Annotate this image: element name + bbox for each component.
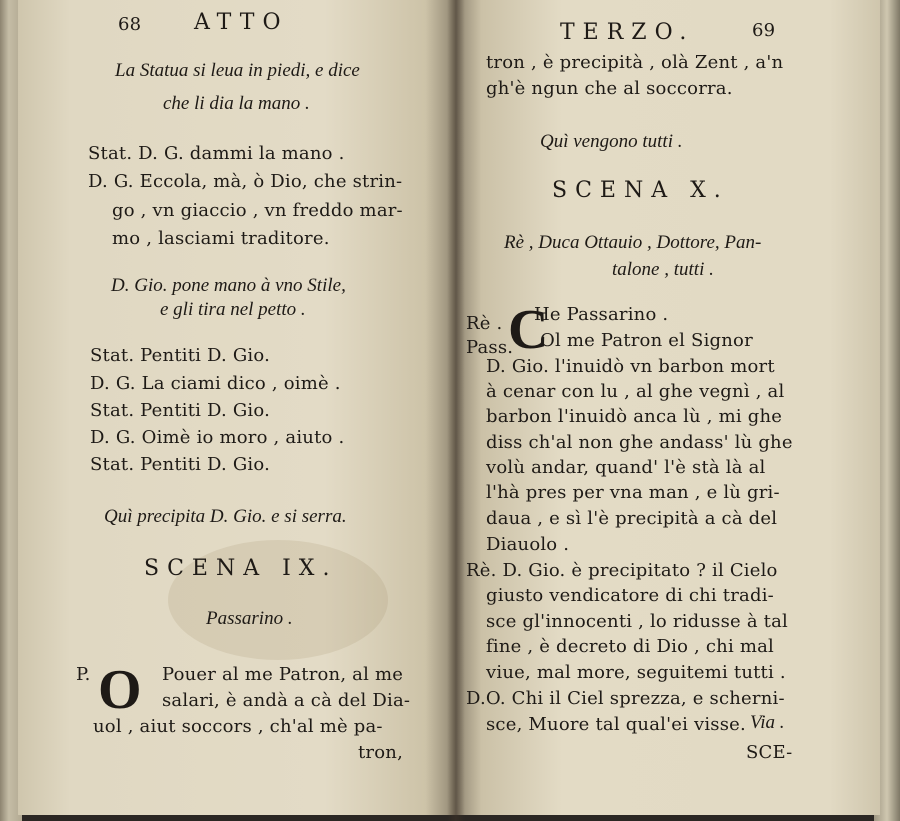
dialogue-line: Diauolo . [486,534,570,555]
character-heading: Passarino . [206,608,293,629]
dialogue-line: Ol me Patron el Signor [540,330,753,351]
right-page [456,0,880,815]
dialogue-line: Stat. D. G. dammi la mano . [88,143,345,164]
exit-direction: Via . [750,712,785,733]
dialogue-line: D.O. Chi il Ciel sprezza, e scherni- [466,688,785,709]
dialogue-line: D. Gio. l'inuidò vn barbon mort [486,356,775,377]
dialogue-line: Stat. Pentiti D. Gio. [90,454,271,475]
dialogue-line: salari, è andà a cà del Dia- [162,690,411,711]
dialogue-line: volù andar, quand' l'è stà là al [486,457,766,478]
dialogue-line: barbon l'inuidò anca lù , mi ghe [486,406,783,427]
dialogue-line: D. G. Eccola, mà, ò Dio, che strin- [88,171,403,192]
dialogue-line: daua , e sì l'è precipità a cà del [486,508,778,529]
dialogue-line: fine , è decreto di Dio , chi mal [486,636,775,657]
scene-heading: SCENA X. [552,178,729,203]
dialogue-line: viue, mal more, seguitemi tutti . [486,662,786,683]
cast-list-line: talone , tutti . [612,259,714,280]
stage-direction: Quì precipita D. Gio. e si serra. [104,506,347,527]
dialogue-line: mo , lasciami traditore. [112,228,330,249]
dialogue-line: gh'è ngun che al soccorra. [486,78,733,99]
dialogue-line: tron , è precipità , olà Zent , a'n [486,52,784,73]
dialogue-line: uol , aiut soccors , ch'al mè pa- [93,716,383,737]
cast-list-line: Rè , Duca Ottauio , Dottore, Pan- [504,232,762,253]
stage-direction-line: D. Gio. pone mano à vno Stile, [111,275,346,296]
catchword: SCE- [746,742,793,763]
book-gutter [447,0,465,821]
dialogue-line: D. G. La ciami dico , oimè . [90,373,341,394]
running-head: ATTO [194,10,289,35]
dialogue-line: sce, Muore tal qual'ei visse. [486,714,746,735]
dialogue-line: He Passarino . [534,304,669,325]
dialogue-line: tron, [358,742,403,763]
speaker-label: Pass. [466,337,514,358]
dialogue-line: go , vn giaccio , vn freddo mar- [112,200,403,221]
dialogue-line: sce gl'innocenti , lo ridusse à tal [486,611,788,632]
speaker-label: P. [76,664,91,685]
dialogue-line: à cenar con lu , al ghe vegnì , al [486,381,785,402]
left-page [18,0,456,815]
dialogue-line: diss ch'al non ghe andass' lù ghe [486,432,793,453]
running-head: TERZO. [560,20,695,45]
stage-direction-line: e gli tira nel petto . [160,299,306,320]
stage-direction-line: La Statua si leua in piedi, e dice [115,60,360,81]
dialogue-line: l'hà pres per vna man , e lù gri- [486,482,780,503]
scene-heading: SCENA IX. [144,556,338,581]
dialogue-line: Rè. D. Gio. è precipitato ? il Cielo [466,560,778,581]
dialogue-line: Stat. Pentiti D. Gio. [90,400,271,421]
stage-direction-line: che li dia la mano . [163,93,310,114]
dialogue-line: giusto vendicatore di chi tradi- [486,585,774,606]
page-number: 69 [752,20,776,41]
dialogue-line: D. G. Oimè io moro , aiuto . [90,427,345,448]
drop-cap: C [508,299,549,361]
page-number: 68 [118,14,142,35]
speaker-label: Rè . [466,313,503,334]
stage-direction: Quì vengono tutti . [540,131,683,152]
drop-cap: O [98,659,142,721]
dialogue-line: Pouer al me Patron, al me [162,664,404,685]
dialogue-line: Stat. Pentiti D. Gio. [90,345,271,366]
